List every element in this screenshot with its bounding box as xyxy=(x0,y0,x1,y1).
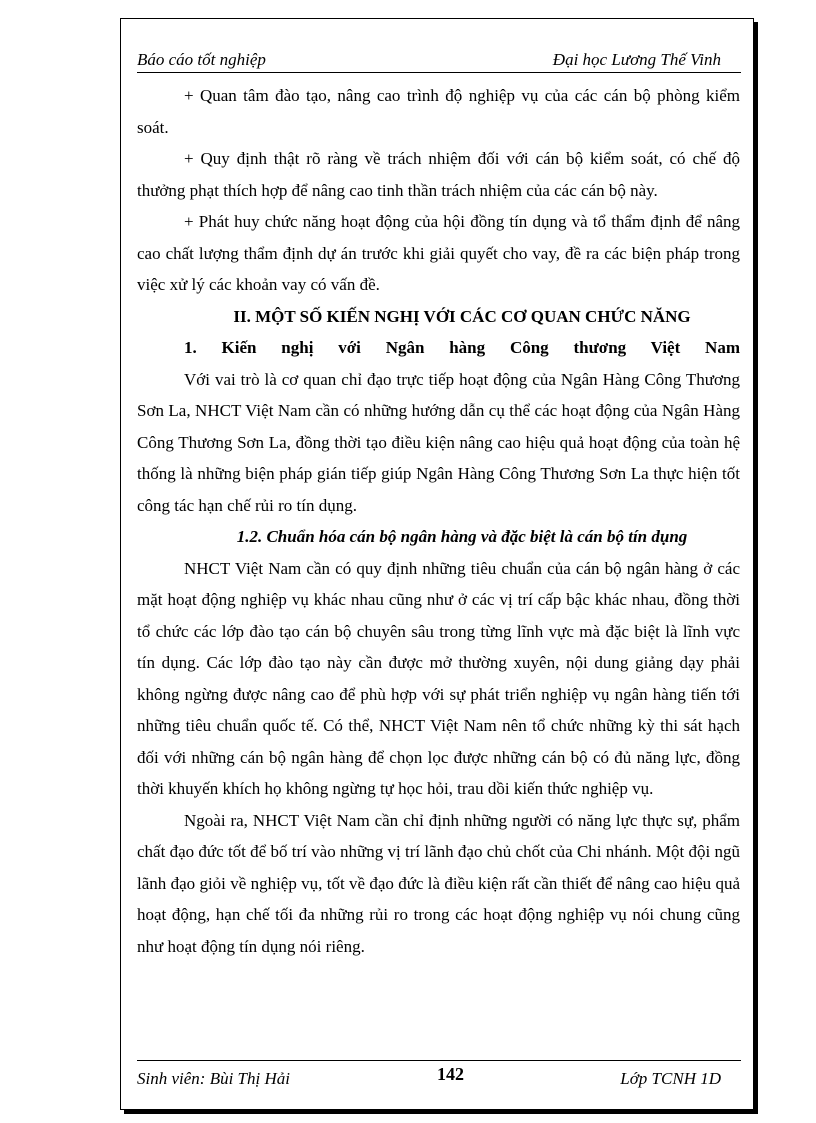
sub-heading: 1. Kiến nghị với Ngân hàng Công thương Việt Nam xyxy=(184,338,740,357)
sub-sub-heading: 1.2. Chuẩn hóa cán bộ ngân hàng và đặc biệt là cán bộ tín dụng xyxy=(236,527,688,546)
section-heading: II. MỘT SỐ KIẾN NGHỊ VỚI CÁC CƠ QUAN CHỨC NĂNG xyxy=(233,306,691,326)
footer-class: Lớp TCNH 1D xyxy=(620,1069,721,1088)
page-footer xyxy=(137,1060,741,1091)
footer-student: Sinh viên: Bùi Thị Hải xyxy=(137,1069,290,1088)
page-header xyxy=(137,48,741,73)
paragraph-1: + Quan tâm đào tạo, nâng cao trình độ nghiệp vụ của các cán bộ phòng kiểm soát. xyxy=(137,86,740,137)
paragraph-5: NHCT Việt Nam cần có quy định những tiêu chuẩn của cán bộ ngân hàng ở các mặt hoạt động nghiệp vụ khác nhau cũng như ở các vị trí cấp bậc khác nhau, đồng thời tổ chức các lớp đào tạo cán bộ chuyên sâu trong từng lĩnh vực mà đặc biệt là lĩnh vực tín dụng. Các lớp đào tạo này cần được mở thường xuyên, nội dung giảng dạy phải không ngừng được nâng cao để phù hợp với sự phát triển nghiệp vụ ngân hàng tiến tới những tiêu chuẩn quốc tế. Có thể, NHCT Việt Nam nên tổ chức những kỳ thi sát hạch đối với những cán bộ ngân hàng để chọn lọc được những cán bộ có đủ năng lực, đồng thời khuyến khích họ không ngừng tự học hỏi, trau dồi kiến thức nghiệp vụ. xyxy=(137,558,740,798)
header-right-title: Đại học Lương Thế Vinh xyxy=(552,50,721,69)
page-number: 142 xyxy=(437,1064,464,1084)
paragraph-4: Với vai trò là cơ quan chỉ đạo trực tiếp hoạt động của Ngân Hàng Công Thương Sơn La, NHCT Việt Nam cần có những hướng dẫn cụ thể các hoạt động của Ngân Hàng Công Thương Sơn La, đồng thời tạo điều kiện nâng cao hiệu quả hoạt động của toàn hệ thống là những biện pháp gián tiếp giúp Ngân Hàng Công Thương Sơn La thực hiện tốt công tác hạn chế rủi ro tín dụng. xyxy=(137,369,740,515)
paragraph-2: + Quy định thật rõ ràng về trách nhiệm đối với cán bộ kiểm soát, có chế độ thưởng phạt thích hợp để nâng cao tinh thần trách nhiệm của các cán bộ này. xyxy=(137,149,740,200)
header-left-title: Báo cáo tốt nghiệp xyxy=(137,50,266,69)
paragraph-3: + Phát huy chức năng hoạt động của hội đồng tín dụng và tổ thẩm định để nâng cao chất lượng thẩm định dự án trước khi giải quyết cho vay, đề ra các biện pháp trong việc xử lý các khoản vay có vấn đề. xyxy=(137,212,740,294)
paragraph-6: Ngoài ra, NHCT Việt Nam cần chỉ định những người có năng lực thực sự, phẩm chất đạo đức tốt để bố trí vào những vị trí lãnh đạo chủ chốt của Chi nhánh. Một đội ngũ lãnh đạo giỏi về nghiệp vụ, tốt về đạo đức là điều kiện rất cần thiết để nâng cao hiệu quả hoạt động, hạn chế tối đa những rủi ro trong các hoạt động nghiệp vụ nói chung cũng như hoạt động tín dụng nói riêng. xyxy=(137,810,740,956)
page-content xyxy=(137,80,740,962)
